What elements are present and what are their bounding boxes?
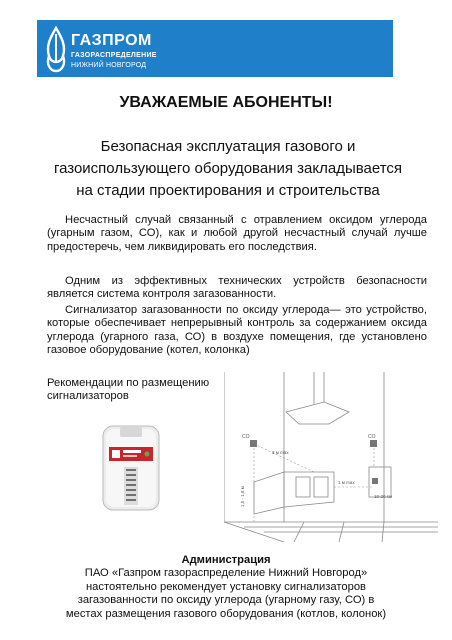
diagram-co-label-1: CO <box>242 434 250 440</box>
footer-block <box>0 554 452 621</box>
footer-line-2: настоятельно рекомендует установку сигнализаторов <box>85 580 366 593</box>
detector-placement-diagram <box>224 372 438 542</box>
diagram-height: 1,5 - 1,8 м <box>240 486 245 507</box>
page-subtitle: Безопасная эксплуатация газового и газоиспользующего оборудования закладывается на стадии проектирования и строительства <box>53 138 403 199</box>
logo-city: НИЖНИЙ НОВГОРОД <box>71 62 147 69</box>
logo-subtitle: ГАЗОРАСПРЕДЕЛЕНИЕ <box>71 52 157 59</box>
diagram-dist-1m: 1 м max <box>338 480 355 485</box>
co-detector-image <box>100 423 162 513</box>
gazprom-logo-banner <box>37 20 393 77</box>
diagram-dist-cm: 10-20 см <box>374 494 393 499</box>
paragraph-control-system: Одним из эффективных технических устройств безопасности является система контроля загазованности. <box>47 275 427 301</box>
footer-line-4: местах размещения газового оборудования (котлов, колонок) <box>65 607 387 620</box>
gazprom-flame-icon <box>41 24 71 74</box>
footer-line-3: загазованности по оксиду углерода (угарному газу, СО) в <box>77 594 375 607</box>
footer-line-1: ПАО «Газпром газораспределение Нижний Новгород» <box>84 567 368 580</box>
diagram-dist-3m: 3 м max <box>272 450 289 455</box>
page-title: УВАЖАЕМЫЕ АБОНЕНТЫ! <box>119 94 333 111</box>
paragraph-detector: Сигнализатор загазованности по оксиду углерода— это устройство, которые обеспечивает непрерывный контроль за содержанием оксида углерода (угарного газа, СО) в воздухе помещения, где установлено газовое оборудование (котел, колонка) <box>47 304 427 357</box>
paragraph-accident: Несчастный случай связанный с отравлением оксидом углерода (угарным газом, СО), как и любой другой несчастный случай лучше предостеречь, чем ликвидировать его последствия. <box>47 214 427 253</box>
logo-title: ГАЗПРОМ <box>71 32 152 49</box>
recommendations-heading: Рекомендации по размещению сигнализаторов <box>47 377 210 403</box>
footer-admin: Администрация <box>181 554 271 566</box>
diagram-co-label-2: CO <box>368 434 376 440</box>
